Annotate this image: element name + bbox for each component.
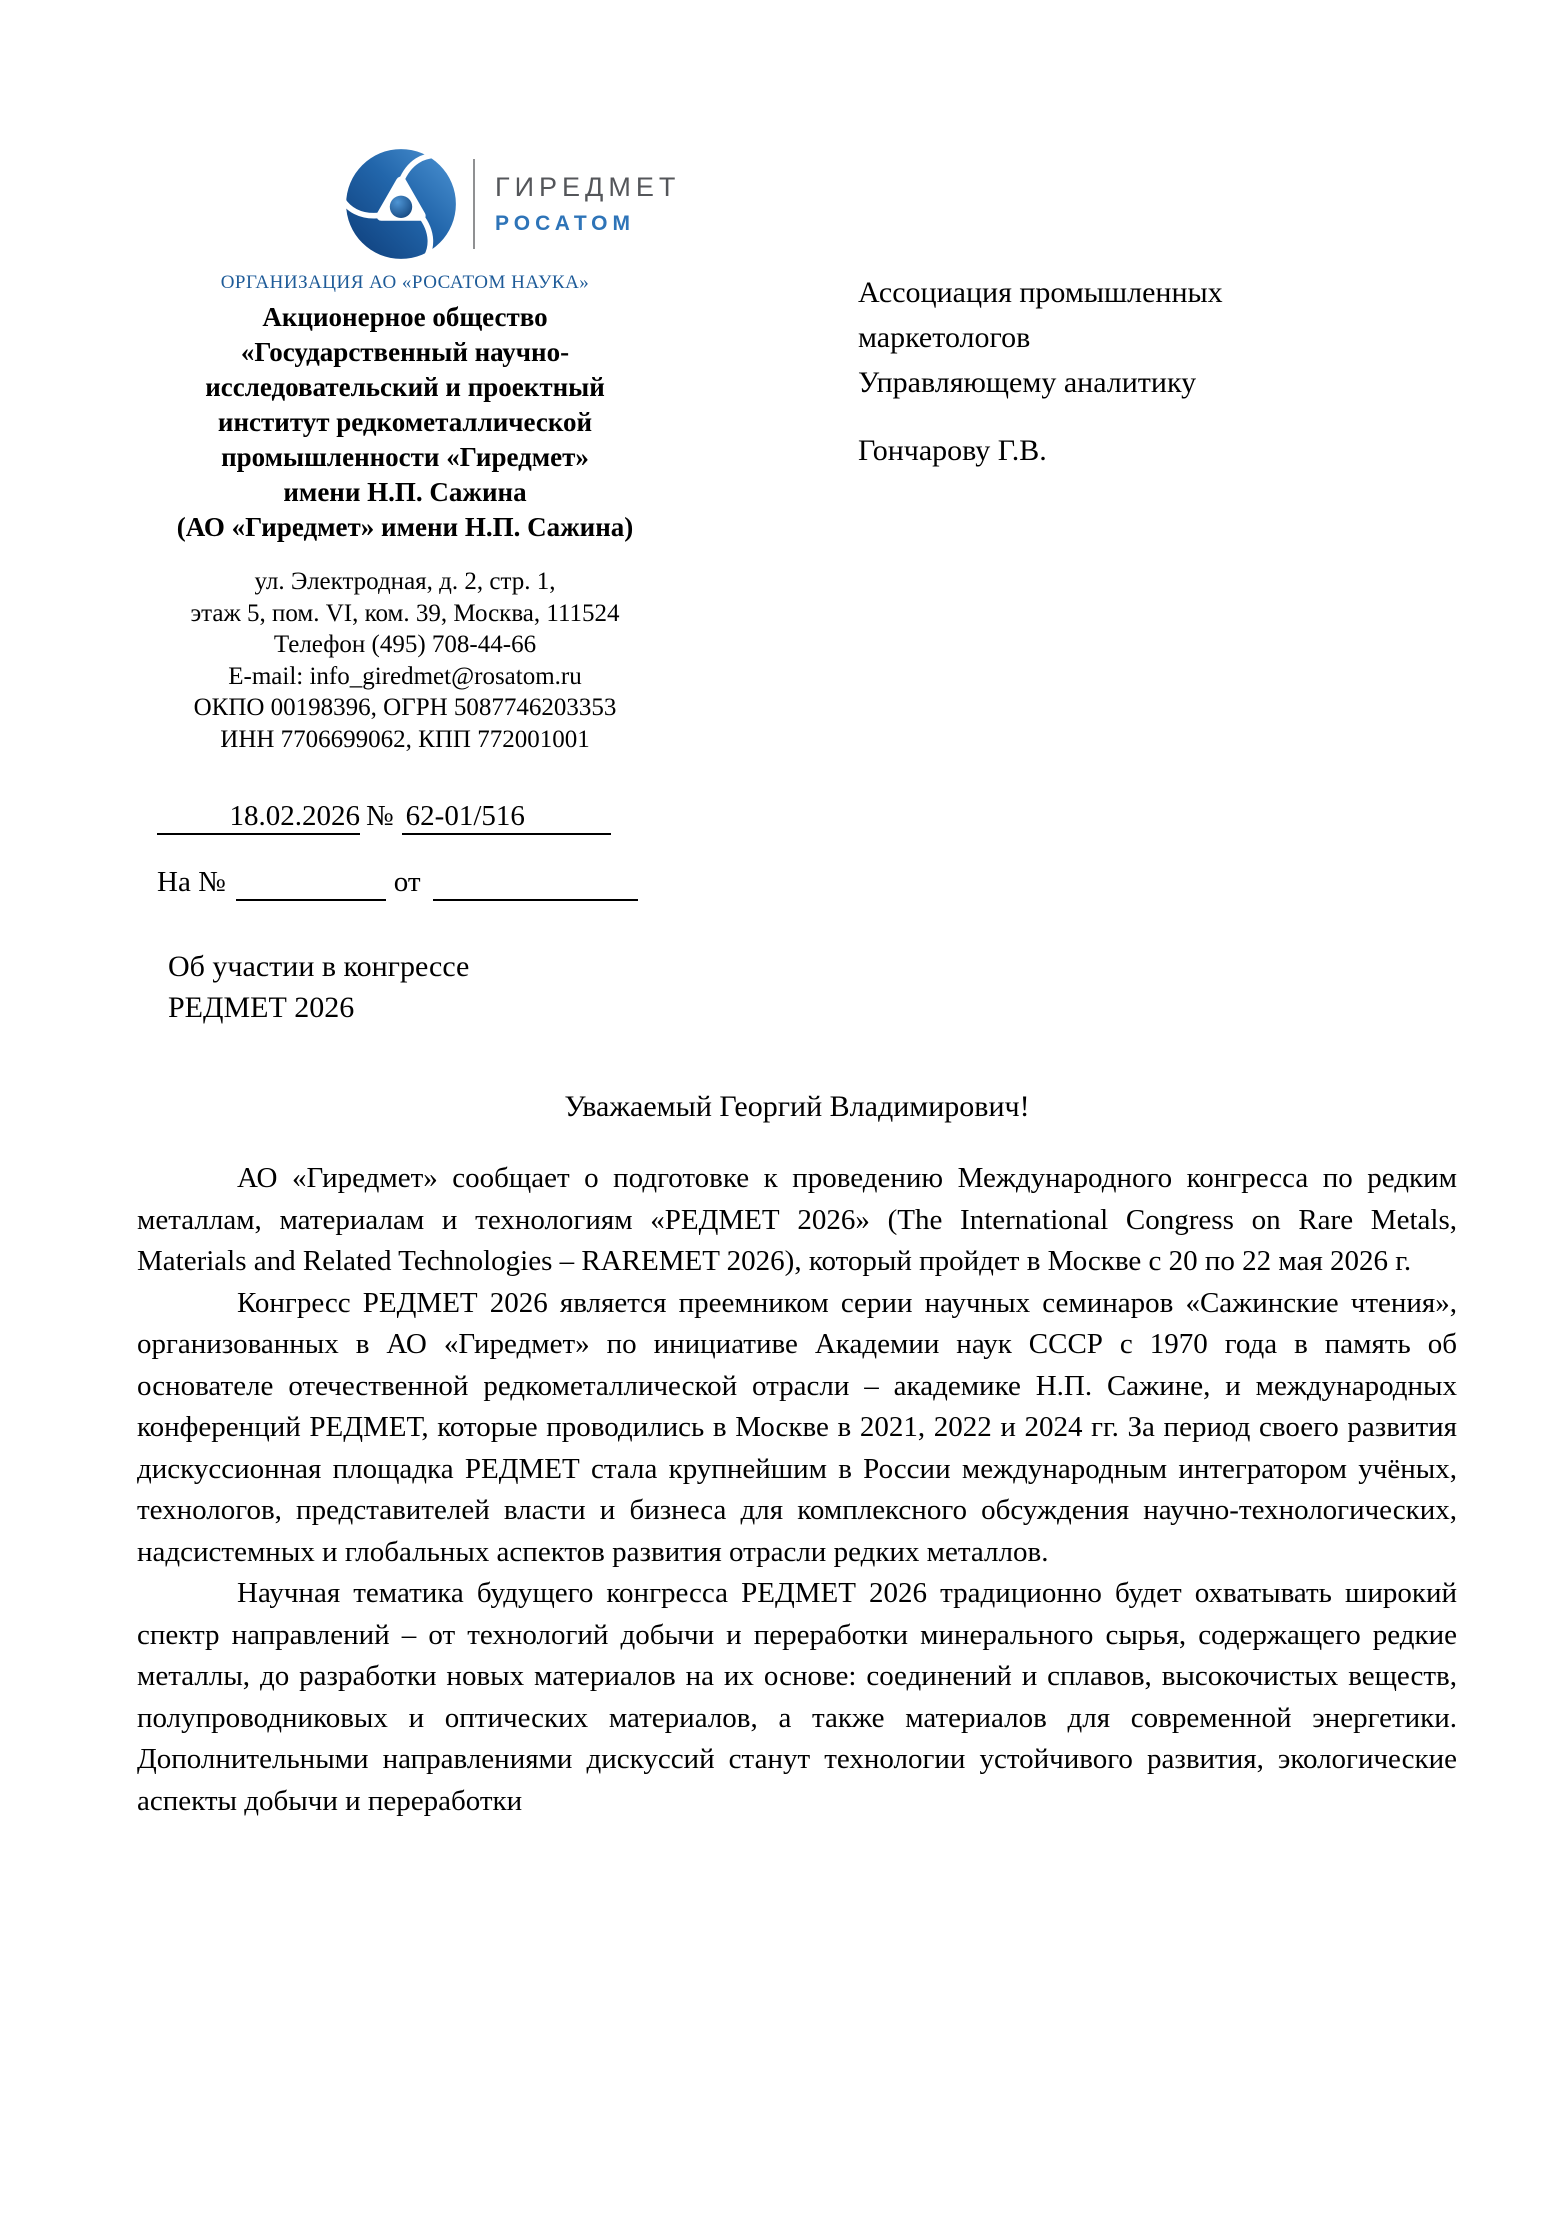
subject-line: Об участии в конгрессе [168, 950, 470, 983]
org-name-line: «Государственный научно- [240, 337, 570, 367]
body-paragraph: АО «Гиредмет» сообщает о подготовке к проведению Международного конгресса по редким металлам, материалам и технологиям «РЕДМЕТ 2026» (The International Congress on Rare Metals, Materials and Related Technologies – RAREMET 2026), который пройдет в Москве с 20 по 22 мая 2026 г. [137, 1162, 1457, 1277]
subject-line: РЕДМЕТ 2026 [168, 991, 355, 1024]
outgoing-ref-row [157, 800, 611, 835]
organization-affiliation-line: ОРГАНИЗАЦИЯ АО «РОСАТОМ НАУКА» [220, 272, 590, 293]
address-line: этаж 5, пом. VI, ком. 39, Москва, 111524 [190, 599, 620, 627]
org-name-line: (АО «Гиредмет» имени Н.П. Сажина) [176, 512, 634, 542]
email-line: E-mail: info_giredmet@rosatom.ru [228, 662, 582, 690]
letter-body [137, 1158, 1457, 1822]
address-line: ул. Электродная, д. 2, стр. 1, [254, 568, 556, 595]
org-name-line: институт редкометаллической [217, 407, 593, 437]
organization-name [105, 300, 705, 545]
logo-divider [473, 159, 475, 249]
logo-wordmark [495, 172, 680, 236]
org-name-line: имени Н.П. Сажина [283, 477, 527, 507]
letterhead-logo [345, 148, 680, 260]
okpo-ogrn-line: ОКПО 00198396, ОГРН 5087746203353 [193, 694, 617, 721]
letter-number: 62-01/516 [405, 800, 525, 832]
number-sign: № [366, 800, 394, 832]
wordmark-rosatom: РОСАТОМ [495, 212, 635, 235]
rosatom-atom-swirl-icon [345, 148, 457, 260]
date-underline-field [157, 800, 360, 835]
reply-number-underline-field [236, 866, 386, 901]
reply-ref-row [157, 866, 638, 901]
organization-contacts [105, 566, 705, 755]
reply-from-label: от [393, 866, 421, 898]
org-name-line: промышленности «Гиредмет» [221, 442, 589, 472]
recipient-org-line: маркетологов [858, 321, 1031, 354]
wordmark-giredmet: ГИРЕДМЕТ [495, 172, 681, 202]
inn-kpp-line: ИНН 7706699062, КПП 772001001 [220, 725, 590, 753]
phone-line: Телефон (495) 708-44-66 [273, 631, 537, 658]
reply-prefix-label: На № [157, 866, 226, 898]
reply-date-underline-field [433, 866, 638, 901]
org-name-line: Акционерное общество [262, 302, 548, 332]
recipient-org-line: Ассоциация промышленных [858, 276, 1223, 309]
body-paragraph: Научная тематика будущего конгресса РЕДМЕТ 2026 традиционно будет охватывать широкий спектр направлений – от технологий добычи и переработки минерального сырья, содержащего редкие металлы, до разработки новых материалов на их основе: соединений и сплавов, высокочистых веществ, полупроводниковых и оптических материалов, а также материалов для современной энергетики. Дополнительными направлениями дискуссий станут технологии устойчивого развития, экологические аспекты добычи и переработки [137, 1577, 1457, 1817]
salutation: Уважаемый Георгий Владимирович! [564, 1090, 1030, 1123]
body-paragraph: Конгресс РЕДМЕТ 2026 является преемником серии научных семинаров «Сажинские чтения», организованных в АО «Гиредмет» по инициативе Академии наук СССР с 1970 года в память об основателе отечественной редкометаллической отрасли – академике Н.П. Сажине, и международных конференций РЕДМЕТ, которые проводились в Москве в 2021, 2022 и 2024 гг. За период своего развития дискуссионная площадка РЕДМЕТ стала крупнейшим в России международным интегратором учёных, технологов, представителей власти и бизнеса для комплексного обсуждения научно-технологических, надсистемных и глобальных аспектов развития отрасли редких металлов. [137, 1286, 1457, 1568]
recipient-position-line: Управляющему аналитику [858, 366, 1197, 399]
subject-block [168, 946, 469, 1028]
number-underline-field [402, 800, 611, 835]
recipient-block [858, 270, 1478, 473]
recipient-person: Гончарову Г.В. [858, 434, 1047, 467]
letter-date: 18.02.2026 [229, 800, 360, 832]
org-name-line: исследовательский и проектный [205, 372, 605, 402]
